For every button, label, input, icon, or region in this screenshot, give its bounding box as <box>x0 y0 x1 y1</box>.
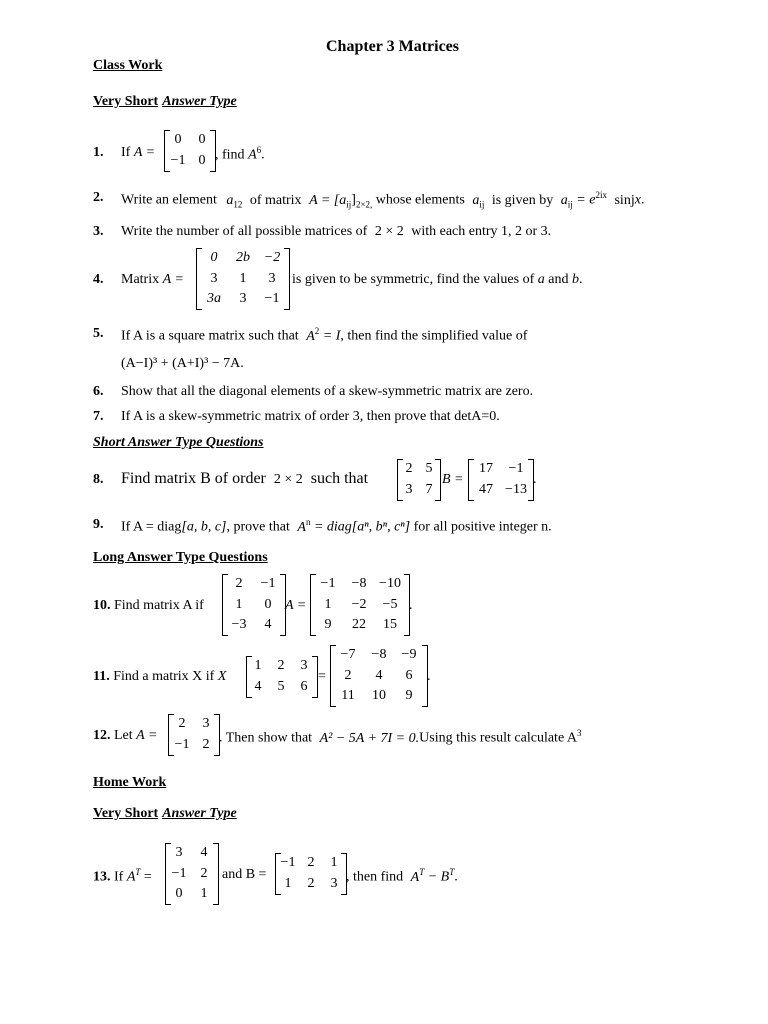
q1-m01: 0 <box>198 132 206 147</box>
q10-a-eq: A = <box>285 598 307 613</box>
q5-text <box>121 326 527 345</box>
q12-let: Let <box>114 728 133 743</box>
q8-m2-10: 47 <box>479 482 493 497</box>
q13-and-b: and B = <box>222 867 267 882</box>
q13-number: 13. <box>93 869 111 885</box>
q8-matrix-1 <box>397 459 441 501</box>
q1-rest <box>215 145 265 164</box>
q11-dot: . <box>427 669 431 684</box>
q11-m2-22: 9 <box>405 688 413 703</box>
q8-matrix-2 <box>468 459 534 501</box>
q13-m2-12: 3 <box>330 876 338 891</box>
q12-number: 12. <box>93 728 111 743</box>
q2-ij2: ij <box>479 199 485 210</box>
q4-a-eq: A = <box>162 272 184 287</box>
q4-m11: 1 <box>239 271 247 286</box>
q10-m2-02: −10 <box>379 576 401 591</box>
q1-find: , find <box>215 147 245 163</box>
q4-dot: . <box>578 272 583 287</box>
q4-post: is given to be symmetric, find the values of <box>292 272 535 287</box>
q3-rest: with each entry 1, 2 or 3. <box>411 224 552 239</box>
q12-then: . Then show that <box>219 730 313 746</box>
q13-m1-20: 0 <box>175 886 183 901</box>
q11-m2-02: −9 <box>401 647 417 662</box>
q13-m1-11: 2 <box>200 866 208 881</box>
q12-m10: −1 <box>174 737 190 752</box>
q5-a: A <box>306 328 315 344</box>
q8-dot: . <box>533 472 537 487</box>
q12-text <box>93 728 157 744</box>
q4-m21: 3 <box>239 291 247 306</box>
q10-m1-11: 0 <box>264 597 272 612</box>
section-home-work: Home Work <box>93 775 167 790</box>
q10-matrix-2 <box>310 574 410 636</box>
q8-text <box>121 470 368 488</box>
q5-rest: , then find the simplified value of <box>340 328 528 344</box>
q2-aij3: a <box>560 192 568 208</box>
q9-text <box>121 517 552 536</box>
q11-text <box>93 669 226 685</box>
q8-m1-00: 2 <box>405 461 413 476</box>
q2-s12: 12 <box>233 199 243 210</box>
q9-prove: , prove that <box>226 519 290 535</box>
q12-m01: 3 <box>202 716 210 731</box>
q12-matrix <box>168 714 220 756</box>
q12-m11: 2 <box>202 737 210 752</box>
q13-m2-11: 2 <box>307 876 315 891</box>
q10-text <box>93 598 204 614</box>
q8-m1-10: 3 <box>405 482 413 497</box>
q10-number: 10. <box>93 598 111 613</box>
q4-m01: 2b <box>236 250 250 265</box>
q13-m2-01: 2 <box>307 855 315 870</box>
q13-m1-10: −1 <box>171 866 187 881</box>
q10-m2-11: −2 <box>351 597 367 612</box>
q13-res: A <box>410 869 420 885</box>
q13-res2: − B <box>424 869 450 885</box>
q12-exp: 3 <box>577 728 582 738</box>
section-class-work: Class Work <box>93 58 163 73</box>
q10-m1-10: 1 <box>235 597 243 612</box>
q12-m00: 2 <box>178 716 186 731</box>
q13-then: , then find <box>346 869 404 885</box>
q10-matrix-1 <box>222 574 286 636</box>
q8-b-eq: B = <box>442 472 464 487</box>
q2-isby: is given by <box>491 192 554 208</box>
q3-write: Write the number of all possible matrices of <box>121 224 368 239</box>
q11-m1-01: 2 <box>277 658 285 673</box>
q2-number: 2. <box>93 190 104 205</box>
q1-matrix <box>164 130 216 172</box>
q10-m2-12: −5 <box>382 597 398 612</box>
q11-m2-12: 6 <box>405 668 413 683</box>
q11-matrix-2 <box>330 645 428 707</box>
q3-dim: 2 × 2 <box>374 224 404 239</box>
q1-exp: 6 <box>256 145 262 155</box>
q4-a: a <box>537 272 545 287</box>
q6-text: Show that all the diagonal elements of a skew-symmetric matrix are zero. <box>121 384 534 399</box>
q7-number: 7. <box>93 409 104 424</box>
q9-args: [a, b, c] <box>181 519 227 535</box>
q10-dot: . <box>409 598 413 613</box>
q3-number: 3. <box>93 224 104 239</box>
q1-if: If <box>121 145 131 160</box>
q1-m10: −1 <box>170 153 186 168</box>
q10-m2-01: −8 <box>351 576 367 591</box>
q2-sinj: sinj <box>614 192 635 208</box>
q10-m1-21: 4 <box>264 617 272 632</box>
q4-and: and <box>548 272 569 287</box>
q13-m1-01: 4 <box>200 845 208 860</box>
q4-rest <box>292 272 582 288</box>
q8-such: such that <box>310 470 369 487</box>
subsection-very-short <box>93 94 237 110</box>
q2-x: x <box>634 192 641 208</box>
q12-using: Using this result calculate A <box>419 730 577 746</box>
q12-eq: A² − 5A + 7I = 0. <box>319 730 420 746</box>
q10-m2-10: 1 <box>324 597 332 612</box>
q13-matrix-2 <box>275 853 347 895</box>
q10-m2-00: −1 <box>320 576 336 591</box>
page-title: Chapter 3 Matrices <box>326 38 459 55</box>
q11-matrix-1 <box>246 656 318 698</box>
q9-eq: = diag <box>310 519 352 535</box>
q2-text <box>121 190 644 209</box>
q2-ij3: ij <box>567 199 573 210</box>
q11-m2-10: 2 <box>344 668 352 683</box>
q13-m2-10: 1 <box>284 876 292 891</box>
q13-m1-21: 1 <box>200 886 208 901</box>
q4-m22: −1 <box>264 291 280 306</box>
q4-m00: 0 <box>210 250 218 265</box>
very-short-label-2: Very Short <box>93 806 159 821</box>
q10-m2-21: 22 <box>352 617 366 632</box>
q8-dim: 2 × 2 <box>273 472 303 487</box>
answer-type-label-2: Answer Type <box>162 806 237 821</box>
q11-eq: = <box>318 669 326 684</box>
q10-m1-00: 2 <box>235 576 243 591</box>
q11-m2-21: 10 <box>372 688 386 703</box>
q8-m1-01: 5 <box>425 461 433 476</box>
q11-m2-01: −8 <box>371 647 387 662</box>
q10-m1-01: −1 <box>260 576 276 591</box>
q11-m2-20: 11 <box>341 688 355 703</box>
q2-sub2: 2×2, <box>355 199 373 210</box>
q8-m2-01: −1 <box>508 461 524 476</box>
q8-number: 8. <box>93 472 104 487</box>
q11-m1-12: 6 <box>300 679 308 694</box>
q13-t: T <box>135 867 141 877</box>
q4-matrix-word: Matrix <box>121 272 160 287</box>
q13-eq: = <box>140 869 152 885</box>
subsection-very-short-2 <box>93 806 237 822</box>
q1-text <box>121 145 155 161</box>
q11-m1-10: 4 <box>254 679 262 694</box>
q2-exp: 2ix <box>595 190 607 200</box>
q6-number: 6. <box>93 384 104 399</box>
q9-diag: If A = diag <box>121 519 182 535</box>
q2-aij: a <box>472 192 480 208</box>
q8-m2-11: −13 <box>505 482 527 497</box>
q4-m12: 3 <box>268 271 276 286</box>
q13-m2-02: 1 <box>330 855 338 870</box>
q13-t1: T <box>419 867 425 877</box>
q11-m1-11: 5 <box>277 679 285 694</box>
q4-b: b <box>571 272 579 287</box>
q13-if: If <box>114 869 124 885</box>
q10-m1-20: −3 <box>231 617 247 632</box>
q1-number: 1. <box>93 145 104 160</box>
q2-write: Write an element <box>121 192 217 208</box>
q11-x: X <box>217 669 227 684</box>
q9-number: 9. <box>93 517 104 532</box>
q9-rest: for all positive integer n. <box>413 519 552 535</box>
q13-dot: . <box>454 869 458 885</box>
very-short-label: Very Short <box>93 94 159 109</box>
q13-m1-00: 3 <box>175 845 183 860</box>
q13-m2-00: −1 <box>280 855 296 870</box>
q5-eq2: = I <box>319 328 341 344</box>
q10-find: Find matrix A if <box>114 598 204 613</box>
q9-args2: [aⁿ, bⁿ, cⁿ] <box>351 519 411 535</box>
q4-matrix <box>196 248 290 310</box>
q13-at: A <box>126 869 136 885</box>
q1-m11: 0 <box>198 153 206 168</box>
q12-rest <box>219 728 582 747</box>
q13-text <box>93 867 152 886</box>
q2-ij: ij <box>346 199 352 210</box>
q5-exp: 2 <box>314 326 320 336</box>
q5-expression: (A−I)³ + (A+I)³ − 7A. <box>121 356 244 371</box>
q1-dot: . <box>261 147 265 163</box>
answer-type-label: Answer Type <box>162 94 237 109</box>
q13-rest <box>346 867 458 886</box>
q2-close: ] <box>351 192 356 208</box>
q2-whose: whose elements <box>375 192 465 208</box>
q7-text: If A is a skew-symmetric matrix of order 3, then prove that detA=0. <box>121 409 500 424</box>
q9-an: A <box>297 519 306 535</box>
q8-m1-11: 7 <box>425 482 433 497</box>
q11-number: 11. <box>93 669 110 684</box>
q13-t2: T <box>449 867 455 877</box>
q2-eq: = e <box>576 192 596 208</box>
q5-if: If A is a square matrix such that <box>121 328 299 344</box>
q8-find: Find matrix B of order <box>121 470 266 487</box>
q2-dot: . <box>640 192 645 208</box>
q13-matrix-1 <box>165 843 219 905</box>
q2-aeq: A = [a <box>309 192 347 208</box>
q8-m2-00: 17 <box>479 461 493 476</box>
q11-m2-11: 4 <box>375 668 383 683</box>
q3-text <box>121 224 551 240</box>
q10-m2-20: 9 <box>324 617 332 632</box>
section-short-answer: Short Answer Type Questions <box>93 435 264 450</box>
q10-m2-22: 15 <box>383 617 397 632</box>
q2-a12: a <box>226 192 234 208</box>
q12-a-eq: A = <box>136 728 158 743</box>
q2-of: of matrix <box>249 192 302 208</box>
q4-m02: −2 <box>263 250 281 265</box>
q4-m10: 3 <box>210 271 218 286</box>
q1-m00: 0 <box>174 132 182 147</box>
q4-m20: 3a <box>207 291 221 306</box>
q4-number: 4. <box>93 272 104 287</box>
q5-number: 5. <box>93 326 104 341</box>
q9-n: n <box>305 517 311 527</box>
q11-m2-00: −7 <box>340 647 356 662</box>
q4-text <box>121 272 184 288</box>
q11-m1-02: 3 <box>300 658 308 673</box>
section-long-answer: Long Answer Type Questions <box>93 550 268 565</box>
q1-a-eq: A = <box>133 145 156 160</box>
q11-find: Find a matrix X if <box>113 669 215 684</box>
q11-m1-00: 1 <box>254 658 262 673</box>
q1-a6: A <box>248 147 257 163</box>
